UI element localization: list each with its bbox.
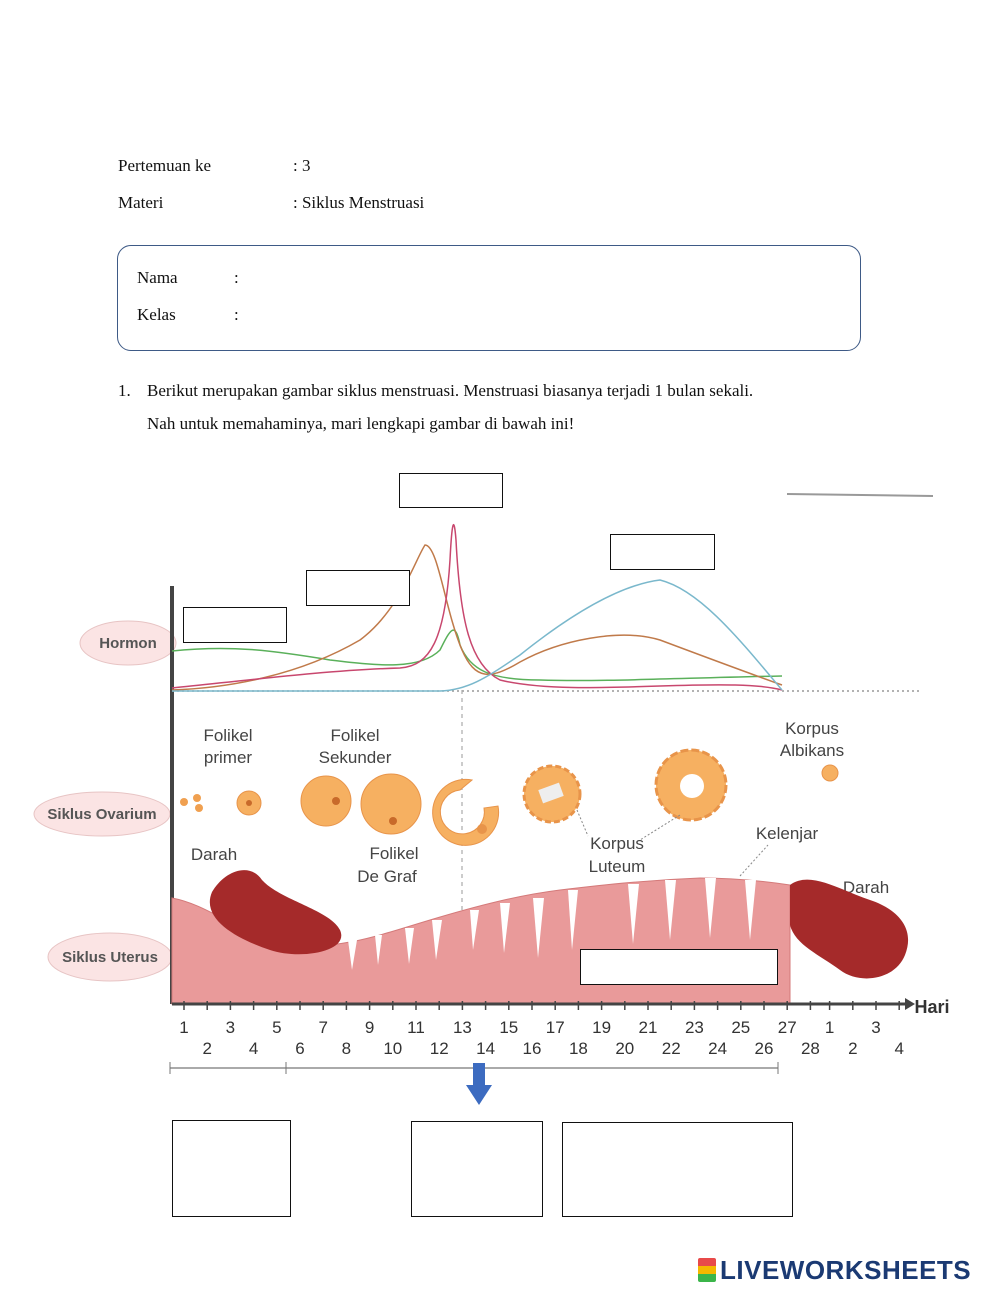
- day-label-bottom: 10: [383, 1039, 403, 1058]
- question-line-1: Berikut merupakan gambar siklus menstruasi. Menstruasi biasanya terjadi 1 bulan sekali.: [147, 381, 754, 400]
- material-label: Materi: [118, 193, 164, 212]
- label-darah-right: Darah: [842, 878, 890, 897]
- day-label-top: 1: [179, 1018, 189, 1037]
- name-colon: :: [234, 268, 239, 287]
- day-label-bottom: 2: [848, 1039, 858, 1058]
- meeting-label: Pertemuan ke: [118, 156, 211, 175]
- day-label-top: 27: [777, 1018, 797, 1037]
- day-label-top: 5: [272, 1018, 282, 1037]
- day-label-bottom: 24: [708, 1039, 728, 1058]
- label-folikel-degraf-2: De Graf: [357, 867, 417, 886]
- day-label-top: 21: [638, 1018, 658, 1037]
- uterus-cloud: [48, 933, 172, 981]
- label-korpus-albikans-2: Albikans: [779, 741, 845, 760]
- label-folikel-primer-2: primer: [203, 748, 253, 767]
- label-korpus-luteum-1: Korpus: [590, 834, 644, 853]
- day-label-bottom: 4: [248, 1039, 259, 1058]
- hormon-cloud: [80, 621, 176, 665]
- day-label-bottom: 8: [341, 1039, 352, 1058]
- liveworksheets-logo: [698, 1255, 971, 1286]
- answer-box-estrogen[interactable]: [306, 570, 410, 606]
- label-darah-left: Darah: [190, 845, 238, 864]
- day-label-bottom: 6: [295, 1039, 305, 1058]
- class-label: Kelas: [137, 305, 176, 324]
- day-label-top: 19: [592, 1018, 612, 1037]
- day-label-top: 13: [452, 1018, 472, 1037]
- day-label-top: 3: [871, 1018, 881, 1037]
- day-label-top: 3: [225, 1018, 236, 1037]
- day-label-top: 23: [684, 1018, 704, 1037]
- label-korpus-albikans-1: Korpus: [785, 719, 839, 738]
- logo-icon: [698, 1258, 716, 1282]
- decor-line: [787, 494, 933, 496]
- day-label-bottom: 20: [615, 1039, 635, 1058]
- day-label-top: 7: [318, 1018, 328, 1037]
- day-label-bottom: 26: [754, 1039, 774, 1058]
- day-labels-bottom: [202, 1039, 903, 1058]
- row-label-hormon: Hormon: [99, 635, 157, 652]
- day-label-bottom: 2: [202, 1039, 212, 1058]
- answer-box-lh[interactable]: [399, 473, 503, 508]
- label-folikel-sekunder-2: Sekunder: [318, 748, 392, 767]
- pointer-kelenjar: [740, 845, 768, 876]
- answer-box-progesteron[interactable]: [610, 534, 715, 570]
- label-folikel-primer-1: Folikel: [203, 726, 253, 745]
- label-korpus-luteum-2: Luteum: [588, 857, 646, 876]
- meeting-value: : 3: [293, 156, 311, 175]
- question-number: 1.: [118, 381, 131, 400]
- day-label-bottom: 22: [661, 1039, 681, 1058]
- day-label-top: 11: [407, 1018, 425, 1037]
- day-label-top: 1: [824, 1018, 835, 1037]
- row-label-uterus: Siklus Uterus: [62, 949, 158, 966]
- day-labels-top: [179, 1018, 880, 1037]
- day-label-top: 17: [545, 1018, 565, 1037]
- answer-box-phase-2[interactable]: [411, 1121, 543, 1217]
- day-label-bottom: 12: [429, 1039, 449, 1058]
- day-label-bottom: 14: [476, 1039, 496, 1058]
- class-colon: :: [234, 305, 239, 324]
- row-label-ovarium: Siklus Ovarium: [47, 806, 157, 823]
- day-label-bottom: 18: [568, 1039, 588, 1058]
- axis-label-hari: Hari: [914, 997, 950, 1017]
- answer-box-uterus[interactable]: [580, 949, 778, 985]
- ovarium-cloud: [34, 792, 170, 836]
- down-arrow-icon: [466, 1063, 492, 1105]
- answer-box-phase-3[interactable]: [562, 1122, 793, 1217]
- day-label-bottom: 16: [522, 1039, 542, 1058]
- label-kelenjar: Kelenjar: [755, 824, 819, 843]
- name-label: Nama: [137, 268, 178, 287]
- day-label-bottom: 4: [894, 1039, 904, 1058]
- logo-text: LIVEWORKSHEETS: [720, 1255, 972, 1285]
- day-label-top: 25: [731, 1018, 751, 1037]
- day-label-top: 9: [364, 1018, 375, 1037]
- day-label-bottom: 28: [800, 1039, 820, 1058]
- label-folikel-sekunder-1: Folikel: [330, 726, 380, 745]
- question-line-2: Nah untuk memahaminya, mari lengkapi gambar di bawah ini!: [147, 414, 575, 433]
- material-value: : Siklus Menstruasi: [293, 193, 425, 212]
- label-folikel-degraf-1: Folikel: [369, 844, 419, 863]
- follicles: [180, 750, 838, 845]
- answer-box-fsh[interactable]: [183, 607, 287, 643]
- answer-box-phase-1[interactable]: [172, 1120, 291, 1217]
- pointer-luteum-2: [640, 815, 680, 840]
- pointer-luteum-1: [577, 810, 588, 836]
- day-label-top: 15: [499, 1018, 519, 1037]
